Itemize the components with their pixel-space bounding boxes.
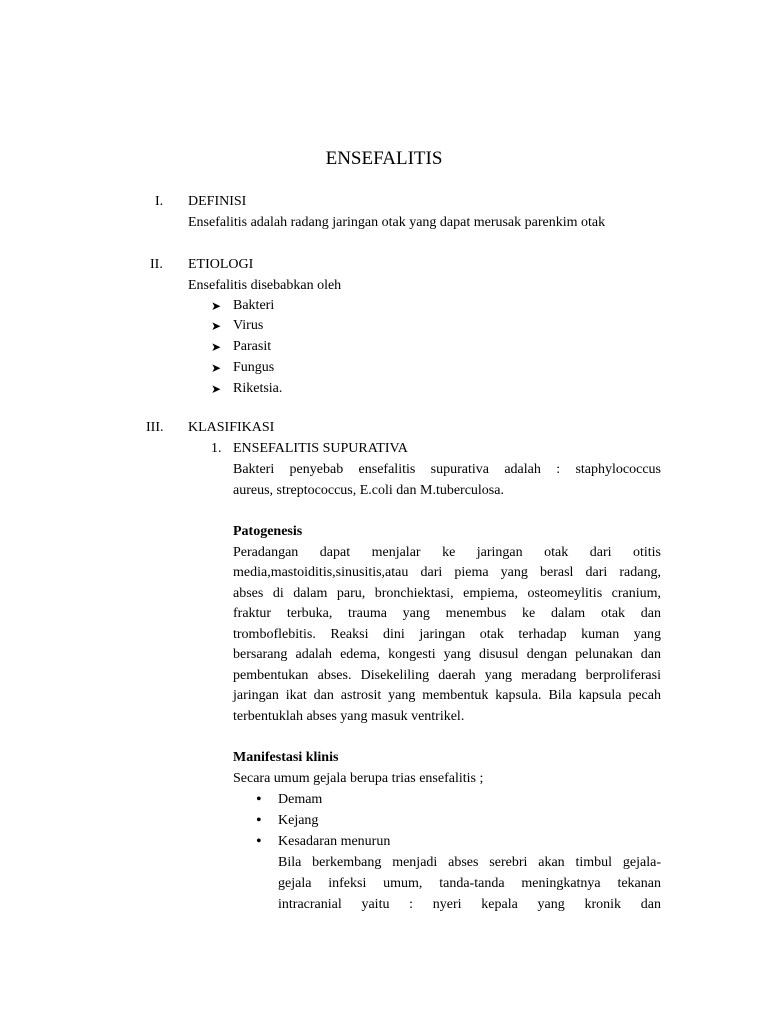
arrow-bullet-icon: ➤ [211, 299, 222, 313]
arrow-bullet-icon: ➤ [211, 361, 222, 375]
bullet-dot-icon: • [256, 833, 262, 850]
section-3-numeral: III. [146, 420, 164, 435]
symptom-item: Demam [278, 792, 323, 807]
document-title: ENSEFALITIS [325, 148, 443, 169]
paragraph-line: intracranial yaitu : nyeri kepala yang kronik dan [278, 897, 661, 912]
patogenesis-heading: Patogenesis [233, 524, 303, 539]
manifestasi-intro: Secara umum gejala berupa trias ensefalitis ; [233, 771, 484, 786]
paragraph-line: jaringan ikat dan astrosit yang membentuk kapsula. Bila kapsula pecah [233, 688, 661, 703]
symptom-item: Kejang [278, 813, 319, 828]
cause-item: Bakteri [233, 298, 275, 313]
subsection-heading: ENSEFALITIS SUPURATIVA [233, 441, 408, 456]
section-1-numeral: I. [155, 194, 164, 209]
cause-item: Riketsia. [233, 381, 283, 396]
section-2-heading: ETIOLOGI [188, 257, 254, 272]
cause-item: Parasit [233, 339, 272, 354]
manifestasi-heading: Manifestasi klinis [233, 750, 339, 765]
paragraph-line: abses di dalam paru, bronchiektasi, empiema, osteomeylitis cranium, [233, 586, 661, 601]
paragraph-line: Bila berkembang menjadi abses serebri akan timbul gejala- [278, 855, 661, 870]
arrow-bullet-icon: ➤ [211, 340, 222, 354]
cause-item: Virus [233, 318, 264, 333]
paragraph-line: pembentukan abses. Disekeliling daerah yang meradang berproliferasi [233, 668, 661, 683]
paragraph-line: tromboflebitis. Reaksi dini jaringan otak terhadap kuman yang [233, 627, 661, 642]
paragraph-line: gejala infeksi umum, tanda-tanda meningkatnya tekanan [278, 876, 661, 891]
arrow-bullet-icon: ➤ [211, 382, 222, 396]
section-1-heading: DEFINISI [188, 194, 247, 209]
subsection-number: 1. [211, 441, 222, 456]
paragraph-line: bersarang adalah edema, kongesti yang disusul dengan pelunakan dan [233, 647, 661, 662]
paragraph-line: Bakteri penyebab ensefalitis supurativa adalah : staphylococcus [233, 462, 661, 477]
paragraph-line: Peradangan dapat menjalar ke jaringan otak dari otitis [233, 545, 661, 560]
symptom-item: Kesadaran menurun [278, 834, 391, 849]
section-3-heading: KLASIFIKASI [188, 420, 275, 435]
bullet-dot-icon: • [256, 812, 262, 829]
paragraph-line: terbentuklah abses yang masuk ventrikel. [233, 709, 465, 724]
arrow-bullet-icon: ➤ [211, 319, 222, 333]
bullet-dot-icon: • [256, 791, 262, 808]
paragraph-line: fraktur terbuka, trauma yang menembus ke dalam otak dan [233, 606, 661, 621]
paragraph-line: media,mastoiditis,sinusitis,atau dari piema yang berasl dari radang, [233, 565, 661, 580]
cause-item: Fungus [233, 360, 275, 375]
paragraph-line: aureus, streptococcus, E.coli dan M.tuberculosa. [233, 483, 504, 498]
section-1-text: Ensefalitis adalah radang jaringan otak yang dapat merusak parenkim otak [188, 215, 606, 230]
section-2-numeral: II. [150, 257, 163, 272]
section-2-intro: Ensefalitis disebabkan oleh [188, 278, 342, 293]
